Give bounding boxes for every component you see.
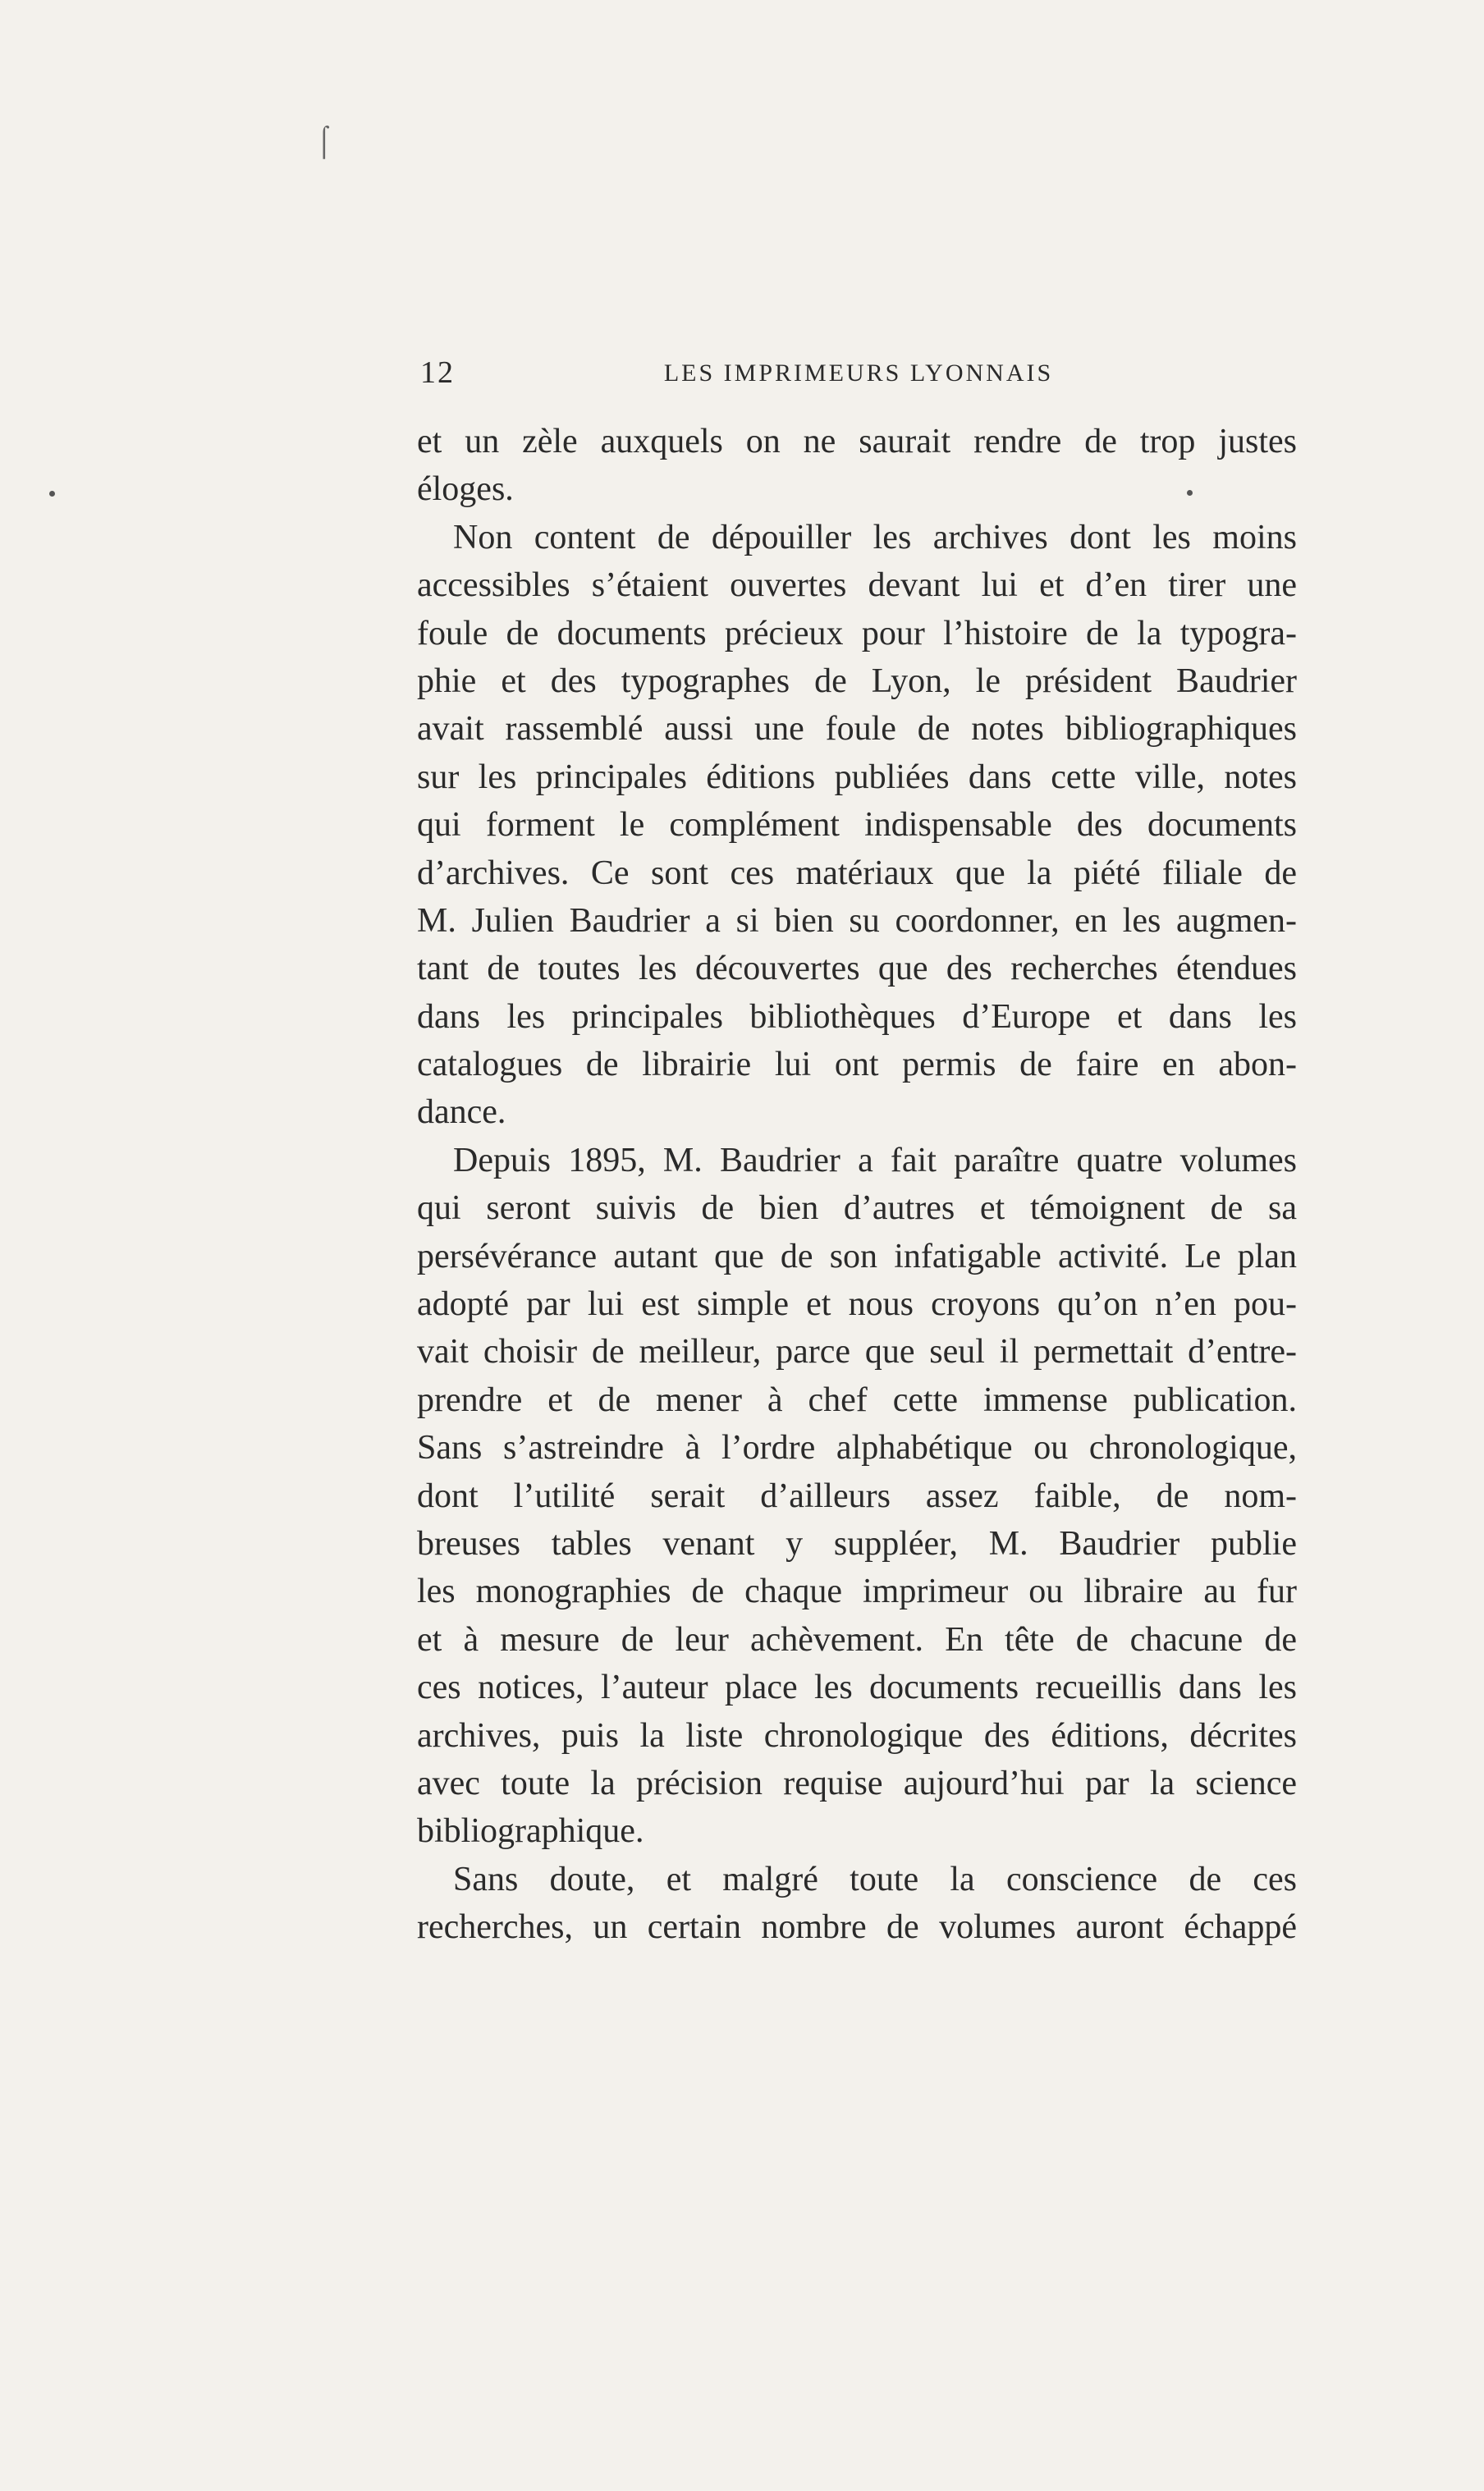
body-text [417, 418, 1297, 1952]
text-line: M. Julien Baudrier a si bien su coordonner, en les augmen- [417, 901, 1297, 940]
text-line: les monographies de chaque imprimeur ou libraire au fur [417, 1573, 1297, 1611]
text-line: d’archives. Ce sont ces matériaux que la piété filiale de [417, 854, 1297, 892]
text-line: Sans doute, et malgré toute la conscience de ces [453, 1860, 1297, 1898]
text-line: foule de documents précieux pour l’histoire de la typogra- [417, 614, 1297, 653]
text-line: adopté par lui est simple et nous croyons qu’on n’en pou- [417, 1285, 1297, 1324]
text-line: catalogues de librairie lui ont permis de faire en abon- [417, 1046, 1297, 1084]
text-line: accessibles s’étaient ouvertes devant lui et d’en tirer une [417, 566, 1297, 605]
text-line: avec toute la précision requise aujourd’hui par la science [417, 1764, 1297, 1802]
text-line: Sans s’astreindre à l’ordre alphabétique ou chronologique, [417, 1429, 1297, 1468]
text-line: phie et des typographes de Lyon, le président Baudrier [417, 662, 1297, 700]
text-line: persévérance autant que de son infatigable activité. Le plan [417, 1237, 1297, 1275]
text-line: Depuis 1895, M. Baudrier a fait paraître quatre volumes [453, 1141, 1297, 1179]
page-number: 12 [420, 355, 455, 390]
text-line: sur les principales éditions publiées dans cette ville, notes [417, 758, 1297, 796]
text-line: avait rassemblé aussi une foule de notes bibliographiques [417, 710, 1297, 749]
text-line: dance. [417, 1093, 506, 1132]
text-line: et à mesure de leur achèvement. En tête de chacune de [417, 1620, 1297, 1659]
text-line: éloges. [417, 470, 514, 509]
text-line: ces notices, l’auteur place les documents recueillis dans les [417, 1669, 1297, 1707]
text-line: vait choisir de meilleur, parce que seul il permettait d’entre- [417, 1333, 1297, 1371]
text-line: archives, puis la liste chronologique des éditions, décrites [417, 1716, 1297, 1755]
text-line: recherches, un certain nombre de volumes auront échappé [417, 1908, 1297, 1947]
text-line: et un zèle auxquels on ne saurait rendre de trop justes [417, 423, 1297, 460]
text-line: breuses tables venant y suppléer, M. Baudrier publie [417, 1524, 1297, 1563]
text-line: tant de toutes les découvertes que des recherches étendues [417, 950, 1297, 988]
text-line: qui seront suivis de bien d’autres et témoignent de sa [417, 1189, 1297, 1228]
running-title: LES IMPRIMEURS LYONNAIS [663, 359, 1054, 387]
text-line: Non content de dépouiller les archives dont les moins [453, 518, 1297, 556]
text-line: dont l’utilité serait d’ailleurs assez faible, de nom- [417, 1477, 1297, 1515]
text-line: bibliographique. [417, 1812, 644, 1851]
running-head [420, 355, 1297, 401]
text-line: qui forment le complément indispensable des documents [417, 806, 1297, 845]
margin-mark: ⌠ [315, 124, 333, 157]
text-line: prendre et de mener à chef cette immense publication. [417, 1381, 1297, 1419]
text-line: dans les principales bibliothèques d’Europe et dans les [417, 997, 1297, 1036]
margin-dot [49, 491, 55, 497]
